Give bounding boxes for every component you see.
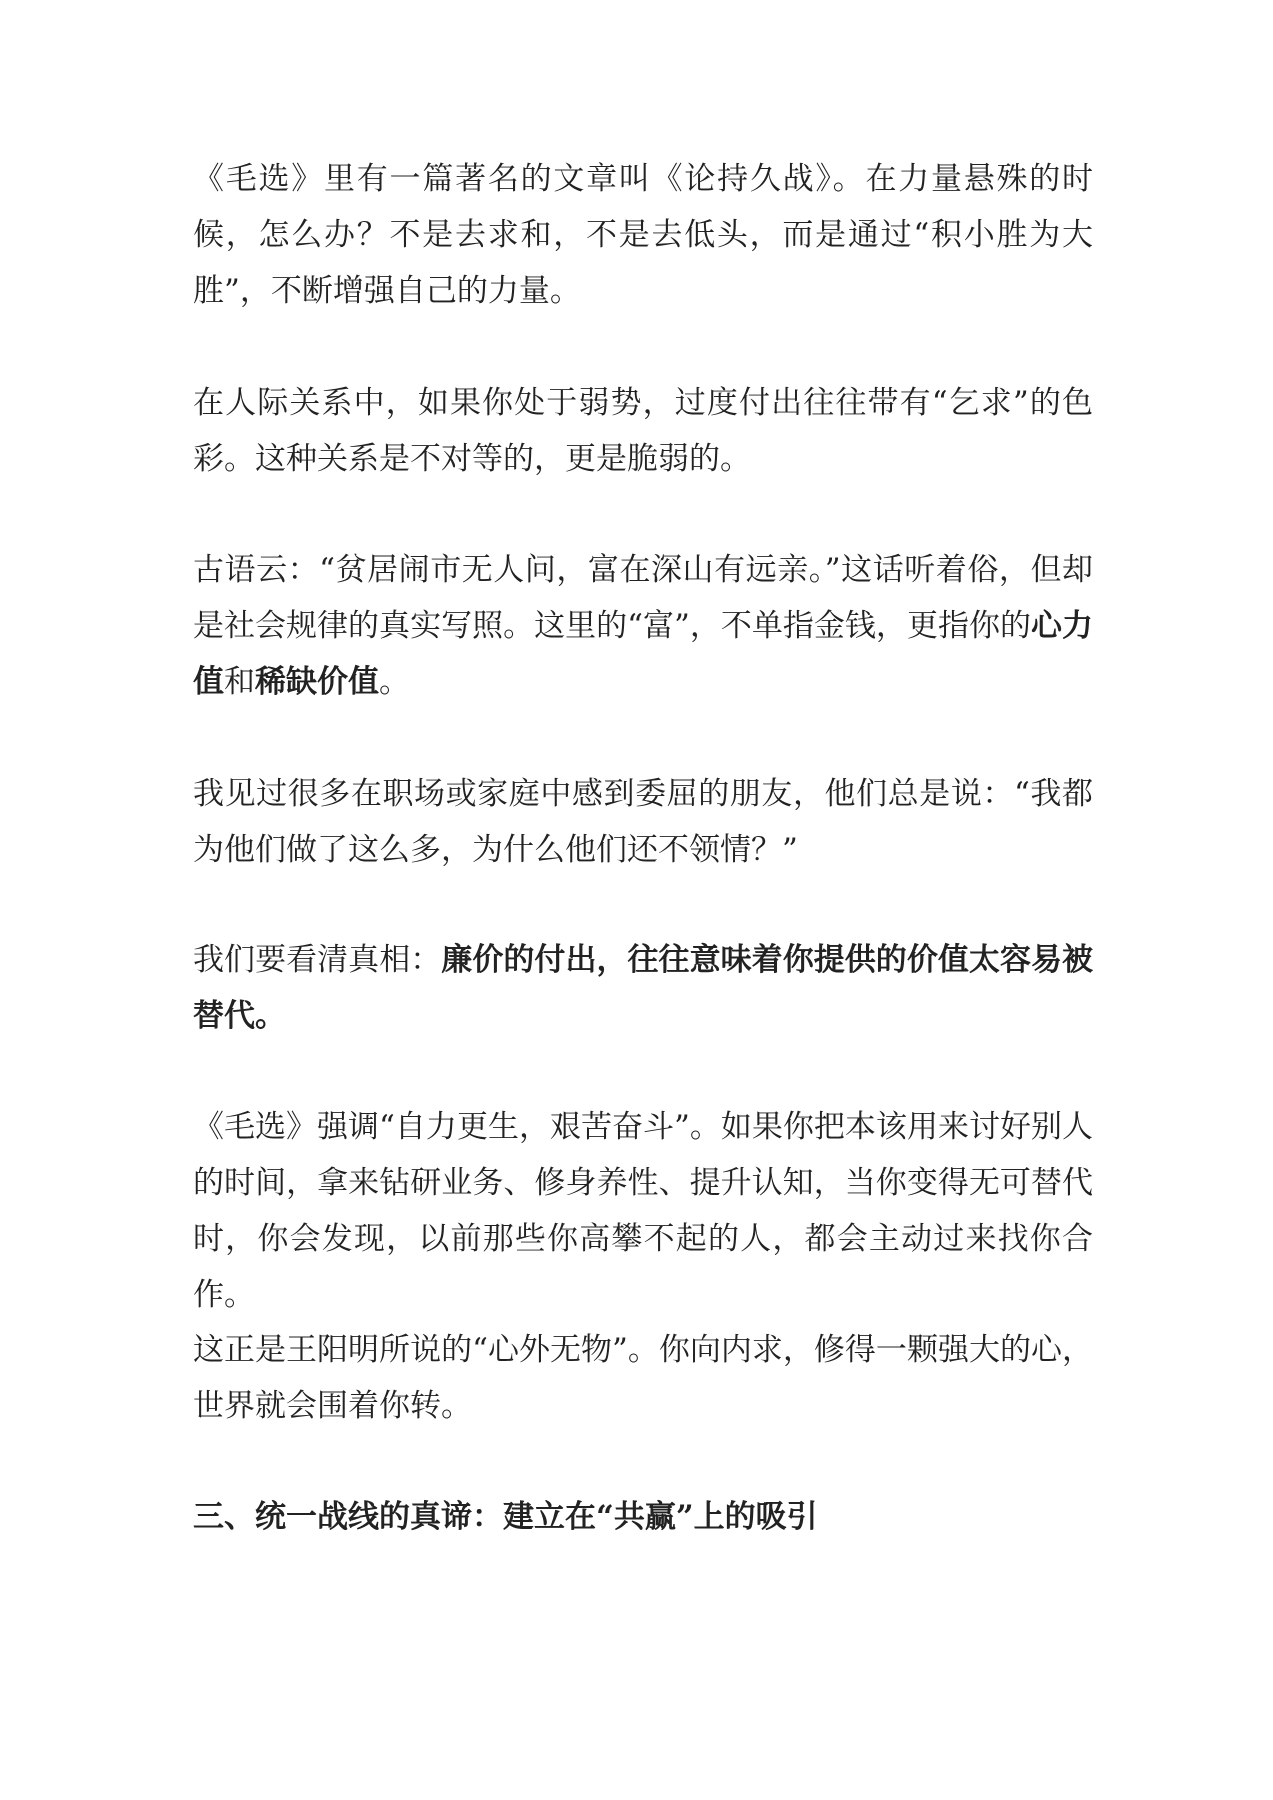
paragraph-zili-gengsheng xyxy=(193,1099,1093,1323)
paragraph-lunchijiuzhan xyxy=(193,151,1093,319)
paragraph-text: 我见过很多在职场或家庭中感到委屈的朋友，他们总是说：“我都为他们做了这么多，为什么他们还不领情？” xyxy=(193,776,1093,868)
paragraph-text: 我们要看清真相： xyxy=(193,942,442,978)
paragraph-kanqing-zhenxiang xyxy=(193,932,1093,1044)
paragraph-text: 在人际关系中，如果你处于弱势，过度付出往往带有“乞求”的色彩。这种关系是不对等的，更是脆弱的。 xyxy=(193,385,1093,477)
bold-statement: 廉价的付出，往往意味着你提供的价值太容易被替代。 xyxy=(193,942,1094,1034)
paragraph-text: 古语云：“贫居闹市无人问，富在深山有远亲。”这话听着俗，但却是社会规律的真实写照。这里的“富”，不单指金钱，更指你的 xyxy=(193,552,1093,644)
bold-term-xinlizhi: 心力值 xyxy=(193,608,1093,700)
paragraph-weiqu-pengyou xyxy=(193,766,1093,878)
section-heading-text: 三、统一战线的真谛：建立在“共赢”上的吸引 xyxy=(193,1499,818,1535)
paragraph-text: 《毛选》里有一篇著名的文章叫《论持久战》。在力量悬殊的时候，怎么办？不是去求和，不是去低头，而是通过“积小胜为大胜”，不断增强自己的力量。 xyxy=(193,161,1093,309)
paragraph-text: 和 xyxy=(224,664,255,700)
bold-term-xique-jiazhi: 稀缺价值 xyxy=(255,664,379,700)
paragraph-text: 。 xyxy=(379,664,410,700)
paragraph-renji-guanxi xyxy=(193,375,1093,487)
paragraph-text: 这正是王阳明所说的“心外无物”。你向内求，修得一颗强大的心，世界就会围着你转。 xyxy=(193,1332,1093,1424)
section-heading xyxy=(193,1489,1093,1545)
paragraph-guyu xyxy=(193,542,1093,710)
paragraph-text: 《毛选》强调“自力更生，艰苦奋斗”。如果你把本该用来讨好别人的时间，拿来钻研业务、修身养性、提升认知，当你变得无可替代时，你会发现，以前那些你高攀不起的人，都会主动过来找你合作。 xyxy=(193,1109,1093,1313)
paragraph-xinwai-wuwu xyxy=(193,1322,1093,1434)
